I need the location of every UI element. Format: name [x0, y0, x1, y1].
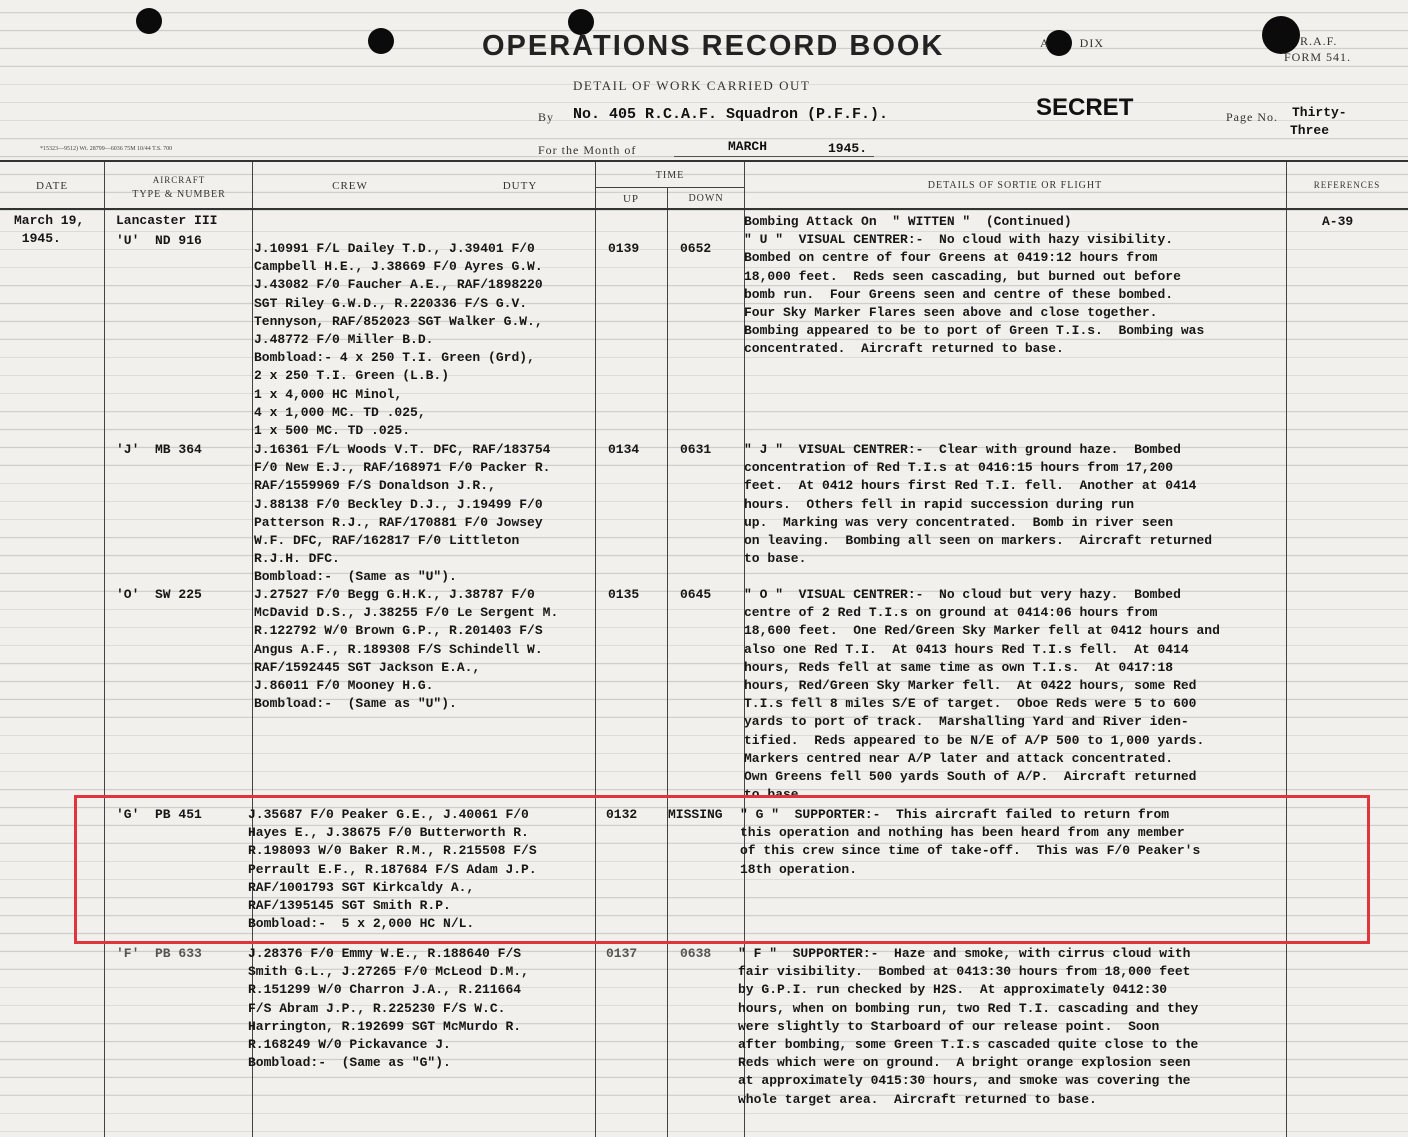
- time-up: 0137: [606, 946, 638, 961]
- month-value: MARCH: [728, 139, 768, 154]
- form-number-top: R.A.F.: [1300, 34, 1338, 48]
- aircraft-number: 'F' PB 633: [116, 946, 202, 961]
- crew-list: J.28376 F/0 Emmy W.E., R.188640 F/S Smith G.L., J.27265 F/0 McLeod D.M., R.151299 W/0 Charron J.A., R.211664 F/S Abram J.P., R.225230 F/S W.C. Harrington, R.192699 SGT McMurdo R. R.168249 W/0 Pickavance J. Bombload:- (Same as "G").: [248, 946, 529, 1071]
- header-bottom-rule: [0, 208, 1408, 210]
- aircraft-number: 'J' MB 364: [116, 442, 202, 457]
- month-label: For the Month of: [538, 143, 637, 157]
- time-down: 0645: [680, 587, 712, 602]
- time-up: 0134: [608, 442, 640, 457]
- col-header-details: DETAILS OF SORTIE OR FLIGHT: [927, 180, 1103, 191]
- form-title: OPERATIONS RECORD BOOK: [482, 30, 945, 62]
- print-code: *15323—9512) Wt. 28799—6036 75M 10/44 T.S. 700: [40, 146, 173, 152]
- aircraft-type: Lancaster III: [116, 213, 218, 228]
- time-up: 0139: [608, 241, 640, 256]
- page-label: Page No.: [1226, 110, 1278, 124]
- time-split-rule: [595, 187, 744, 188]
- appendix-prefix: A: [1040, 36, 1050, 50]
- punch-hole-5: [1262, 16, 1300, 54]
- secret-stamp: SECRET: [1036, 94, 1134, 121]
- col-line-1: [104, 162, 105, 1137]
- time-down: MISSING: [668, 807, 723, 822]
- col-header-down: DOWN: [688, 193, 724, 204]
- sortie-details: Bombing Attack On " WITTEN " (Continued) " U " VISUAL CENTRER:- No cloud with hazy visibility. Bombed on centre of four Greens at 0419:12 hours from 18,000 feet. Reds seen cascading, but burned out before bomb run. Four Greens seen and centre of these bombed. Four Sky Marker Flares seen above and close together. Bombing appeared to be to port of Green T.I.s. Bombing was concentrated. Aircraft returned to base.: [744, 214, 1205, 357]
- col-line-3: [595, 162, 596, 1137]
- col-header-crew: CREW: [332, 180, 368, 192]
- year-value: 1945.: [828, 141, 868, 156]
- reference: A-39: [1322, 214, 1354, 229]
- time-down: 0631: [680, 442, 712, 457]
- month-underline: [674, 156, 874, 157]
- appendix-suffix: DIX: [1079, 36, 1104, 50]
- by-label: By: [538, 110, 555, 124]
- col-header-date: DATE: [35, 180, 69, 192]
- punch-hole-2: [368, 28, 394, 54]
- crew-list: J.16361 F/L Woods V.T. DFC, RAF/183754 F/0 New E.J., RAF/168971 F/0 Packer R. RAF/1559969 F/S Donaldson J.R., J.88138 F/0 Beckley D.J., J.19499 F/0 Patterson R.J., RAF/170881 F/0 Jowsey W.F. DFC, RAF/162817 F/0 Littleton R.J.H. DFC. Bombload:- (Same as "U").: [254, 442, 551, 585]
- punch-hole-1: [136, 8, 162, 34]
- col-header-up: UP: [622, 193, 640, 205]
- col-header-aircraft-2: TYPE & NUMBER: [132, 189, 226, 200]
- time-down: 0652: [680, 241, 712, 256]
- page-number-2: Three: [1290, 123, 1330, 138]
- sortie-details: " F " SUPPORTER:- Haze and smoke, with cirrus cloud with fair visibility. Bombed at 0413:30 hours from 18,000 feet by G.P.I. run checked by H2S. At approximately 0412:30 hours, when on bombing run, two Red T.I. cascading and they were slightly to Starboard of our release point. Soon after bombing, some Green T.I.s cascaded quite close to the Reds which were on ground. A bright orange explosion seen at approximately 0415:30 hours, and smoke was covering the whole target area. Aircraft returned to base.: [738, 946, 1199, 1107]
- highlight-box: [74, 795, 1370, 944]
- col-header-time: TIME: [655, 170, 685, 181]
- col-header-aircraft-1: AIRCRAFT: [152, 175, 206, 185]
- time-up: 0132: [606, 807, 638, 822]
- header-rule: [0, 160, 1408, 162]
- aircraft-number: 'G' PB 451: [116, 807, 202, 822]
- col-header-references: REFERENCES: [1313, 180, 1381, 190]
- col-header-duty: DUTY: [502, 180, 538, 192]
- sortie-details: " G " SUPPORTER:- This aircraft failed to return from this operation and nothing has been heard from any member of this crew since time of take-off. This was F/0 Peaker's 18th operation.: [740, 807, 1201, 877]
- aircraft-number: 'O' SW 225: [116, 587, 202, 602]
- appendix-label: [1040, 36, 1104, 51]
- sortie-details: " O " VISUAL CENTRER:- No cloud but very hazy. Bombed centre of 2 Red T.I.s on ground at 0414:06 hours from 18,600 feet. One Red/Green Sky Marker fell at 0412 hours and also one Red T.I. At 0413 hours Red T.I.s fell. At 0414 hours, Reds fell at same time as own T.I.s. At 0417:18 hours, Red/Green Sky Marker fell. At 0422 hours, some Red T.I.s fell 8 miles S/E of target. Oboe Reds were 5 to 600 yards to port of track. Marshalling Yard and River iden- tified. Reds appeared to be N/E of A/P 500 to 1,000 yards. Markers centred near A/P later and attack concentrated. Own Greens fell 500 yards South of A/P. Aircraft returned to base.: [744, 587, 1220, 803]
- crew-list: J.27527 F/0 Begg G.H.K., J.38787 F/0 McDavid D.S., J.38255 F/0 Le Sergent M. R.122792 W/0 Brown G.P., R.201403 F/S Angus A.F., R.189308 F/S Schindell W. RAF/1592445 SGT Jackson E.A., J.86011 F/0 Mooney H.G. Bombload:- (Same as "U").: [254, 587, 559, 712]
- sortie-details: " J " VISUAL CENTRER:- Clear with ground haze. Bombed concentration of Red T.I.s at 0416:15 hours from 17,200 feet. At 0412 hours first Red T.I. fell. Another at 0414 hours. Others fell in rapid succession during run up. Marking was very concentrated. Bomb in river seen on leaving. Bombing all seen on markers. Aircraft returned to base.: [744, 442, 1213, 567]
- crew-list: J.35687 F/0 Peaker G.E., J.40061 F/0 Hayes E., J.38675 F/0 Butterworth R. R.198093 W/0 Baker R.M., R.215508 F/S Perrault E.F., R.187684 F/S Adam J.P. RAF/1001793 SGT Kirkcaldy A., RAF/1395145 SGT Smith R.P. Bombload:- 5 x 2,000 HC N/L.: [248, 807, 537, 932]
- crew-list: J.10991 F/L Dailey T.D., J.39401 F/0 Campbell H.E., J.38669 F/0 Ayres G.W. J.43082 F/0 Faucher A.E., RAF/1898220 SGT Riley G.W.D., R.220336 F/S G.V. Tennyson, RAF/852023 SGT Walker G.W., J.48772 F/0 Miller B.D. Bombload:- 4 x 250 T.I. Green (Grd), 2 x 250 T.I. Green (L.B.) 1 x 4,000 HC Minol, 4 x 1,000 MC. TD .025, 1 x 500 MC. TD .025.: [254, 241, 543, 439]
- entry-date: March 19, 1945.: [14, 213, 85, 247]
- col-line-6: [1286, 162, 1287, 1137]
- form-number: FORM 541.: [1284, 50, 1352, 64]
- page-number-1: Thirty-: [1292, 105, 1347, 120]
- col-line-4: [667, 187, 668, 1137]
- form-subtitle: DETAIL OF WORK CARRIED OUT: [573, 78, 811, 93]
- squadron-name: No. 405 R.C.A.F. Squadron (P.F.F.).: [573, 106, 889, 123]
- time-up: 0135: [608, 587, 640, 602]
- aircraft-number: 'U' ND 916: [116, 233, 202, 248]
- time-down: 0638: [680, 946, 712, 961]
